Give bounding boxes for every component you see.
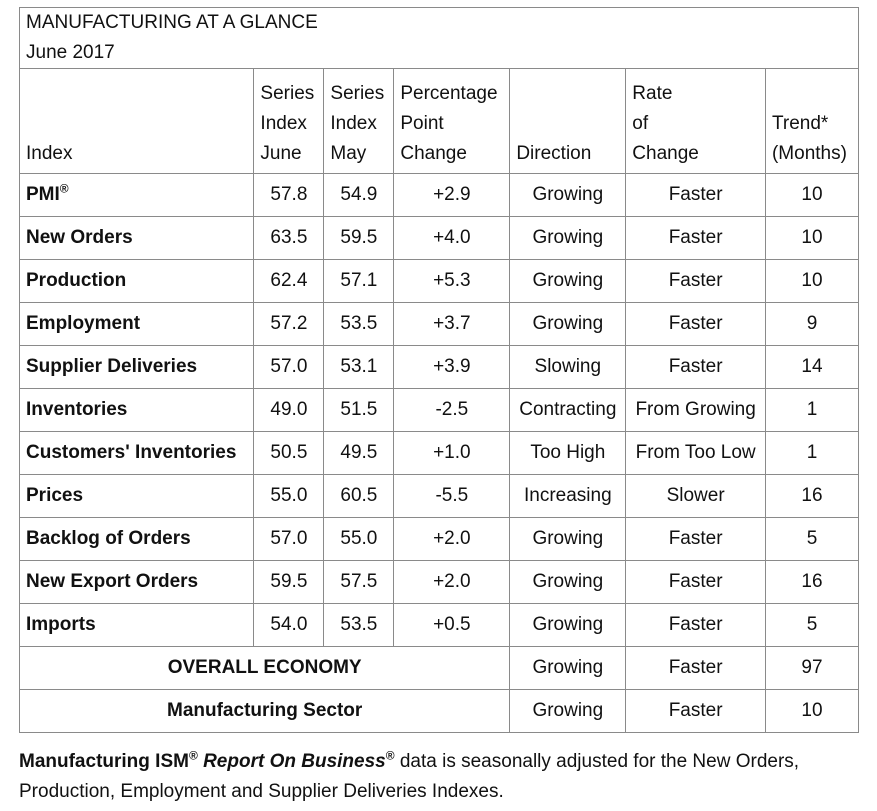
header-june: Series Index June	[254, 69, 324, 174]
trend-value: 10	[765, 174, 858, 217]
june-value: 57.0	[254, 518, 324, 561]
direction-value: Growing	[510, 303, 626, 346]
title-row	[20, 8, 859, 69]
change-value: +3.9	[394, 346, 510, 389]
trend-value: 5	[765, 518, 858, 561]
direction-value: Increasing	[510, 475, 626, 518]
row-index-label: New Orders	[26, 227, 133, 248]
row-index-name	[20, 518, 254, 561]
row-index-label: Employment	[26, 313, 141, 334]
row-index-name	[20, 346, 254, 389]
row-index-label: Imports	[26, 614, 96, 635]
row-index-label: PMI	[26, 184, 60, 205]
direction-value: Growing	[510, 518, 626, 561]
direction-value: Slowing	[510, 346, 626, 389]
direction-value: Growing	[510, 647, 626, 690]
may-value: 57.5	[324, 561, 394, 604]
trend-value: 5	[765, 604, 858, 647]
trend-value: 10	[765, 260, 858, 303]
change-value: +0.5	[394, 604, 510, 647]
table-row	[20, 561, 859, 604]
header-change: Percentage Point Change	[394, 69, 510, 174]
row-index-name	[20, 174, 254, 217]
may-value: 57.1	[324, 260, 394, 303]
row-index-name	[20, 561, 254, 604]
may-value: 53.5	[324, 604, 394, 647]
may-value: 55.0	[324, 518, 394, 561]
june-value: 57.8	[254, 174, 324, 217]
row-index-label: Prices	[26, 485, 84, 506]
total-label: OVERALL ECONOMY	[20, 647, 510, 690]
row-index-label: Supplier Deliveries	[26, 356, 198, 377]
trend-value: 1	[765, 389, 858, 432]
direction-value: Growing	[510, 604, 626, 647]
direction-value: Contracting	[510, 389, 626, 432]
footnote-reg-1: ®	[188, 748, 198, 763]
trend-value: 10	[765, 690, 858, 733]
rate-value: Faster	[626, 303, 766, 346]
rate-value: Slower	[626, 475, 766, 518]
direction-value: Growing	[510, 690, 626, 733]
rate-value: From Too Low	[626, 432, 766, 475]
rate-value: From Growing	[626, 389, 766, 432]
june-value: 50.5	[254, 432, 324, 475]
header-row	[20, 69, 859, 174]
table-row	[20, 518, 859, 561]
may-value: 60.5	[324, 475, 394, 518]
manufacturing-table	[19, 7, 859, 733]
direction-value: Growing	[510, 561, 626, 604]
change-value: +2.0	[394, 561, 510, 604]
change-value: +1.0	[394, 432, 510, 475]
footnote-reg-2: ®	[385, 748, 395, 763]
row-index-name	[20, 389, 254, 432]
row-index-name	[20, 604, 254, 647]
footnote-text: data is seasonally adjusted for the New Orders, Production, Employment and Supplier Deliveries Indexes.	[19, 751, 800, 802]
june-value: 57.0	[254, 346, 324, 389]
title-cell	[20, 8, 859, 69]
direction-value: Growing	[510, 260, 626, 303]
registered-mark: ®	[59, 181, 69, 196]
rate-value: Faster	[626, 690, 766, 733]
may-value: 59.5	[324, 217, 394, 260]
rate-value: Faster	[626, 647, 766, 690]
june-value: 62.4	[254, 260, 324, 303]
june-value: 49.0	[254, 389, 324, 432]
table-subtitle: June 2017	[26, 42, 115, 63]
rate-value: Faster	[626, 174, 766, 217]
trend-value: 1	[765, 432, 858, 475]
change-value: +2.9	[394, 174, 510, 217]
row-index-label: Customers' Inventories	[26, 442, 237, 463]
june-value: 63.5	[254, 217, 324, 260]
row-index-label: Production	[26, 270, 127, 291]
direction-value: Growing	[510, 174, 626, 217]
change-value: -2.5	[394, 389, 510, 432]
table-row	[20, 174, 859, 217]
trend-value: 14	[765, 346, 858, 389]
header-may: Series Index May	[324, 69, 394, 174]
rate-value: Faster	[626, 346, 766, 389]
june-value: 55.0	[254, 475, 324, 518]
may-value: 54.9	[324, 174, 394, 217]
row-index-label: Inventories	[26, 399, 128, 420]
june-value: 59.5	[254, 561, 324, 604]
header-index: Index	[20, 69, 254, 174]
may-value: 49.5	[324, 432, 394, 475]
trend-value: 97	[765, 647, 858, 690]
rate-value: Faster	[626, 217, 766, 260]
table-row	[20, 604, 859, 647]
table-row	[20, 475, 859, 518]
row-index-label: New Export Orders	[26, 571, 199, 592]
header-trend: Trend* (Months)	[765, 69, 858, 174]
rate-value: Faster	[626, 604, 766, 647]
header-direction: Direction	[510, 69, 626, 174]
change-value: +2.0	[394, 518, 510, 561]
table-row	[20, 217, 859, 260]
change-value: +5.3	[394, 260, 510, 303]
table-row	[20, 346, 859, 389]
row-index-name	[20, 303, 254, 346]
rate-value: Faster	[626, 518, 766, 561]
trend-value: 10	[765, 217, 858, 260]
change-value: +3.7	[394, 303, 510, 346]
row-index-name	[20, 475, 254, 518]
table-row	[20, 389, 859, 432]
row-index-name	[20, 217, 254, 260]
total-row	[20, 690, 859, 733]
direction-value: Growing	[510, 217, 626, 260]
change-value: +4.0	[394, 217, 510, 260]
table-row	[20, 432, 859, 475]
direction-value: Too High	[510, 432, 626, 475]
may-value: 53.1	[324, 346, 394, 389]
trend-value: 16	[765, 561, 858, 604]
total-label: Manufacturing Sector	[20, 690, 510, 733]
trend-value: 16	[765, 475, 858, 518]
rate-value: Faster	[626, 260, 766, 303]
may-value: 51.5	[324, 389, 394, 432]
row-index-name	[20, 260, 254, 303]
june-value: 57.2	[254, 303, 324, 346]
change-value: -5.5	[394, 475, 510, 518]
footnote-lead: Manufacturing ISM	[19, 751, 189, 772]
row-index-label: Backlog of Orders	[26, 528, 191, 549]
footnote	[19, 747, 869, 807]
row-index-name	[20, 432, 254, 475]
table-row	[20, 260, 859, 303]
trend-value: 9	[765, 303, 858, 346]
footnote-report-title: Report On Business	[203, 751, 386, 772]
header-rate: Rate of Change	[626, 69, 766, 174]
may-value: 53.5	[324, 303, 394, 346]
june-value: 54.0	[254, 604, 324, 647]
table-title: MANUFACTURING AT A GLANCE	[26, 12, 318, 33]
rate-value: Faster	[626, 561, 766, 604]
total-row	[20, 647, 859, 690]
table-row	[20, 303, 859, 346]
